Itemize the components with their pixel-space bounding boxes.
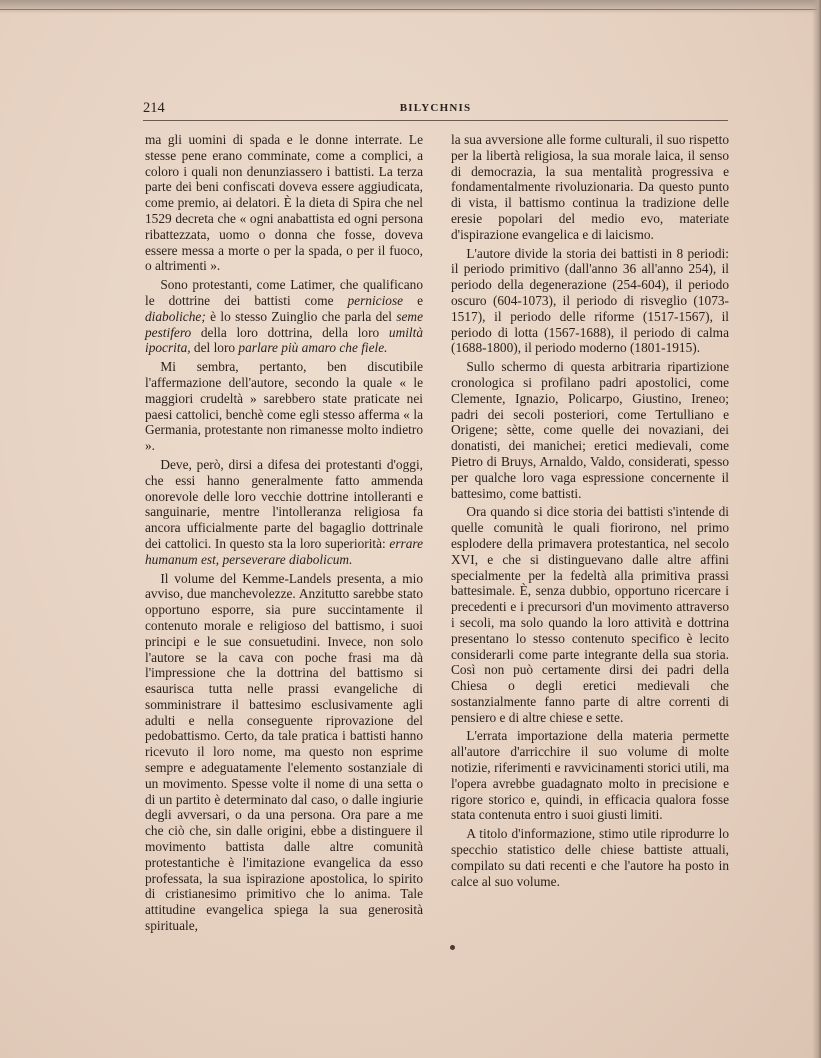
paragraph [145,571,423,934]
italic-text: seme pestifero [145,308,423,340]
header-rule [143,120,728,121]
italic-text: umiltà ipocrita, [145,324,423,356]
paragraph [451,826,729,889]
text-run: la sua avversione alle forme culturali, il suo rispetto per la libertà religiosa, la sua morale laica, il senso di democrazia, la sua mentalità progressiva e fondamentalmente rivoluzionaria. Da questo punto di vista, il battismo continua la tradizione delle eresie popolari del medio evo, materiate d'ispirazione evangelica e di laicismo. [451,132,729,242]
text-run: Sullo schermo di questa arbitraria ripartizione cronologica si profilano padri apostolici, come Clemente, Ignazio, Policarpo, Giustino, Ireneo; padri dei secoli posteriori, come Tertulliano e Origene; sètte, come quelle dei novaziani, dei donatisti, dei manichei; eretici medievali, come Pietro di Bruys, Arnaldo, Valdo, considerati, spesso per qualche loro vaga espressione concernente il battesimo, come battisti. [451,359,729,501]
italic-text: diaboliche; [145,308,206,324]
text-run: ma gli uomini di spada e le donne interrate. Le stesse pene erano comminate, come a complici, a coloro i quali non denunziassero i battisti. La terza parte dei beni confiscati doveva essere aggiudicata, come premio, ai delatori. È la dieta di Spira che nel 1529 decreta che « ogni anabattista ed ogni persona ribattezzata, uomo o donna che fosse, doveva essere messa a morte o per la spada, o per il fuoco, o altrimenti ». [145,132,423,274]
text-run: Ora quando si dice storia dei battisti s'intende di quelle comunità le quali fiorirono, nel primo esplodere della primavera protestantica, nel secolo XVI, e che si distinguevano dalle altre affini specialmente per la fedeltà alla primitiva prassi battesimale. È, senza dubbio, opportuno ricercare i precedenti e i precursori d'un movimento attraverso i secoli, ma solo quando la loro attività e dottrina presentano lo stesso contenuto specifico è lecito considerarli come parte integrante della sua storia. Così non può certamente dirsi dei padri della Chiesa o degli eretici medievali che sostanzialmente fanno parte di altre correnti di pensiero e di altre chiese e sette. [451,504,729,725]
paragraph [145,277,423,356]
page-number: 214 [143,100,165,116]
italic-text: parlare più amaro che fiele. [238,340,388,356]
page-right-edge [812,0,821,1058]
paragraph [451,359,729,501]
paragraph [451,504,729,725]
text-run: del loro [190,340,239,356]
left-column [145,132,423,934]
running-title: BILYCHNIS [399,102,472,114]
italic-text: perniciose [347,292,404,308]
right-column [451,132,729,889]
text-run: Il volume del Kemme-Landels presenta, a mio avviso, due manchevolezze. Anzitutto sarebbe stato opportuno esporre, sia pure succintamente il contenuto morale e religioso del battismo, i suoi principi e le sue consuetudini. Invece, non solo l'autore se la cava con poche frasi ma dà l'impressione che la dottrina del battismo si esaurisca tutta nelle prassi evangeliche di somministrare il battesimo esclusivamente agli adulti e nella conseguente riprovazione del pedobattismo. Certo, da tale pratica i battisti hanno ricevuto il loro nome, ma questo non esprime sempre e adeguatamente l'elemento sostanziale di un movimento. Spesse volte il nome di una setta o di un partito è determinato dal caso, o dalle ingiurie degli avversari, o da una persona. Ora pare a me che ciò che, sin dalle origini, ebbe a distinguere il movimento battista dalle altre comunità protestantiche è l'imitazione evangelica da esso professata, la sua ispirazione apostolica, lo spirito di cristianesimo primitivo che lo anima. Tale attitudine evangelica spiega la sua generosità spirituale, [145,570,423,934]
text-run: e [403,292,423,308]
text-run: A titolo d'informazione, stimo utile riprodurre lo specchio statistico delle chiese battiste attuali, compilato su dati recenti e che l'autore ha posto in calce al suo volume. [451,826,729,889]
text-run: è lo stesso Zuinglio che parla del [205,308,397,324]
text-run: Deve, però, dirsi a difesa dei protestanti d'oggi, che essi hanno generalmente fatto ammenda onorevole delle loro vecchie dottrine intolleranti e sanguinarie, mentre l'intolleranza religiosa fa ancora ufficialmente parte del bagaglio dottrinale dei cattolici. In questo sta la loro superiorità: [145,456,423,551]
paragraph [145,359,423,454]
paragraph [145,457,423,568]
ink-dot [450,945,455,950]
page-top-line [0,9,821,10]
text-run: L'autore divide la storia dei battisti in 8 periodi: il periodo primitivo (dall'anno 36 all'anno 254), il periodo della degenerazione (254-604), il periodo oscuro (604-1073), il periodo di risveglio (1073-1517), il periodo delle riforme (1517-1567), il periodo di lotta (1567-1688), il periodo di calma (1688-1800), il periodo moderno (1801-1915). [451,245,729,356]
paragraph [451,132,729,243]
italic-text: errare humanum est, perseverare diabolicum. [145,535,423,567]
text-run: Mi sembra, pertanto, ben discutibile l'affermazione dell'autore, secondo la quale « le maggiori crudeltà » sarebbero state praticate nei paesi cattolici, benchè come egli stesso afferma « la Germania, protestante non rimanesse molto indietro ». [145,359,423,454]
text-run: L'errata importazione della materia permette all'autore d'arricchire il suo volume di molte notizie, riferimenti e ravvicinamenti storici utili, ma l'opera avrebbe guadagnato molto in precisione e rigore storico e, quindi, in efficacia qualora fosse stata contenuta entro i suoi giusti limiti. [451,728,729,823]
text-run: Sono protestanti, come Latimer, che qualificano le dottrine dei battisti come [145,277,423,308]
paragraph [451,246,729,357]
page-top-edge [0,0,821,14]
text-run: della loro dottrina, della loro [191,324,389,340]
paragraph [145,132,423,274]
paragraph [451,728,729,823]
page-header [143,100,728,122]
